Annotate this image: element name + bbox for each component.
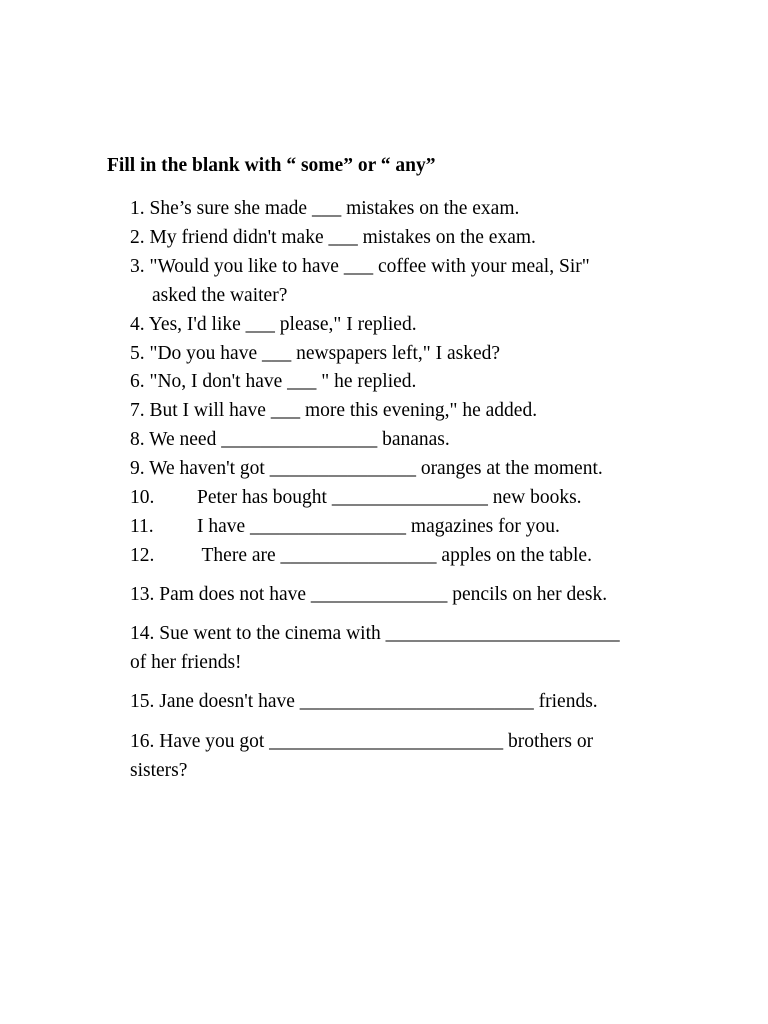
item-number: 1.	[130, 198, 145, 219]
list-item	[130, 457, 603, 481]
item-number: 5.	[130, 343, 145, 364]
item-text: Pam does not have ______________ pencils on her desk.	[159, 584, 608, 605]
item-number: 12.	[130, 545, 155, 566]
item-text: "Would you like to have ___ coffee with your meal, Sir"	[149, 256, 590, 277]
item-number: 15.	[130, 691, 155, 712]
list-item	[130, 730, 593, 754]
item-text: Have you got ________________________ brothers or	[159, 731, 594, 752]
list-item-continuation: of her friends!	[130, 652, 242, 673]
list-item	[130, 370, 416, 394]
item-text: My friend didn't make ___ mistakes on the exam.	[149, 227, 536, 248]
item-number: 11.	[130, 516, 154, 537]
item-text: I have ________________ magazines for you.	[197, 516, 560, 537]
list-item	[130, 255, 590, 279]
list-item-continuation: sisters?	[130, 760, 188, 781]
item-number: 6.	[130, 371, 145, 392]
item-text: Peter has bought ________________ new books.	[197, 487, 582, 508]
item-number: 2.	[130, 227, 145, 248]
item-text: Sue went to the cinema with ________________________	[159, 623, 620, 644]
item-number: 9.	[130, 458, 145, 479]
list-item	[130, 690, 598, 714]
list-item	[130, 583, 607, 607]
item-text: But I will have ___ more this evening," he added.	[149, 400, 538, 421]
list-item	[130, 313, 417, 337]
list-item-continuation: asked the waiter?	[152, 285, 288, 306]
list-item	[130, 226, 536, 250]
worksheet-title: Fill in the blank with “ some” or “ any”	[107, 155, 436, 176]
item-number: 16.	[130, 731, 155, 752]
item-text: We need ________________ bananas.	[149, 429, 450, 450]
list-item	[130, 486, 582, 510]
item-number: 7.	[130, 400, 145, 421]
item-text: There are ________________ apples on the table.	[197, 545, 592, 566]
list-item	[130, 342, 500, 366]
item-number: 10.	[130, 487, 155, 508]
item-text: We haven't got _______________ oranges at the moment.	[149, 458, 603, 479]
list-item	[130, 515, 560, 539]
item-text: She’s sure she made ___ mistakes on the exam.	[149, 198, 520, 219]
list-item	[130, 544, 592, 568]
item-text: Jane doesn't have ________________________ friends.	[159, 691, 598, 712]
list-item	[130, 622, 620, 646]
item-number: 13.	[130, 584, 155, 605]
item-number: 4.	[130, 314, 145, 335]
item-text: "No, I don't have ___ " he replied.	[149, 371, 417, 392]
item-text: Yes, I'd like ___ please," I replied.	[148, 314, 417, 335]
list-item	[130, 399, 537, 423]
item-number: 3.	[130, 256, 145, 277]
item-text: "Do you have ___ newspapers left," I asked?	[149, 343, 501, 364]
list-item	[130, 197, 519, 221]
list-item	[130, 428, 450, 452]
item-number: 8.	[130, 429, 145, 450]
item-number: 14.	[130, 623, 155, 644]
